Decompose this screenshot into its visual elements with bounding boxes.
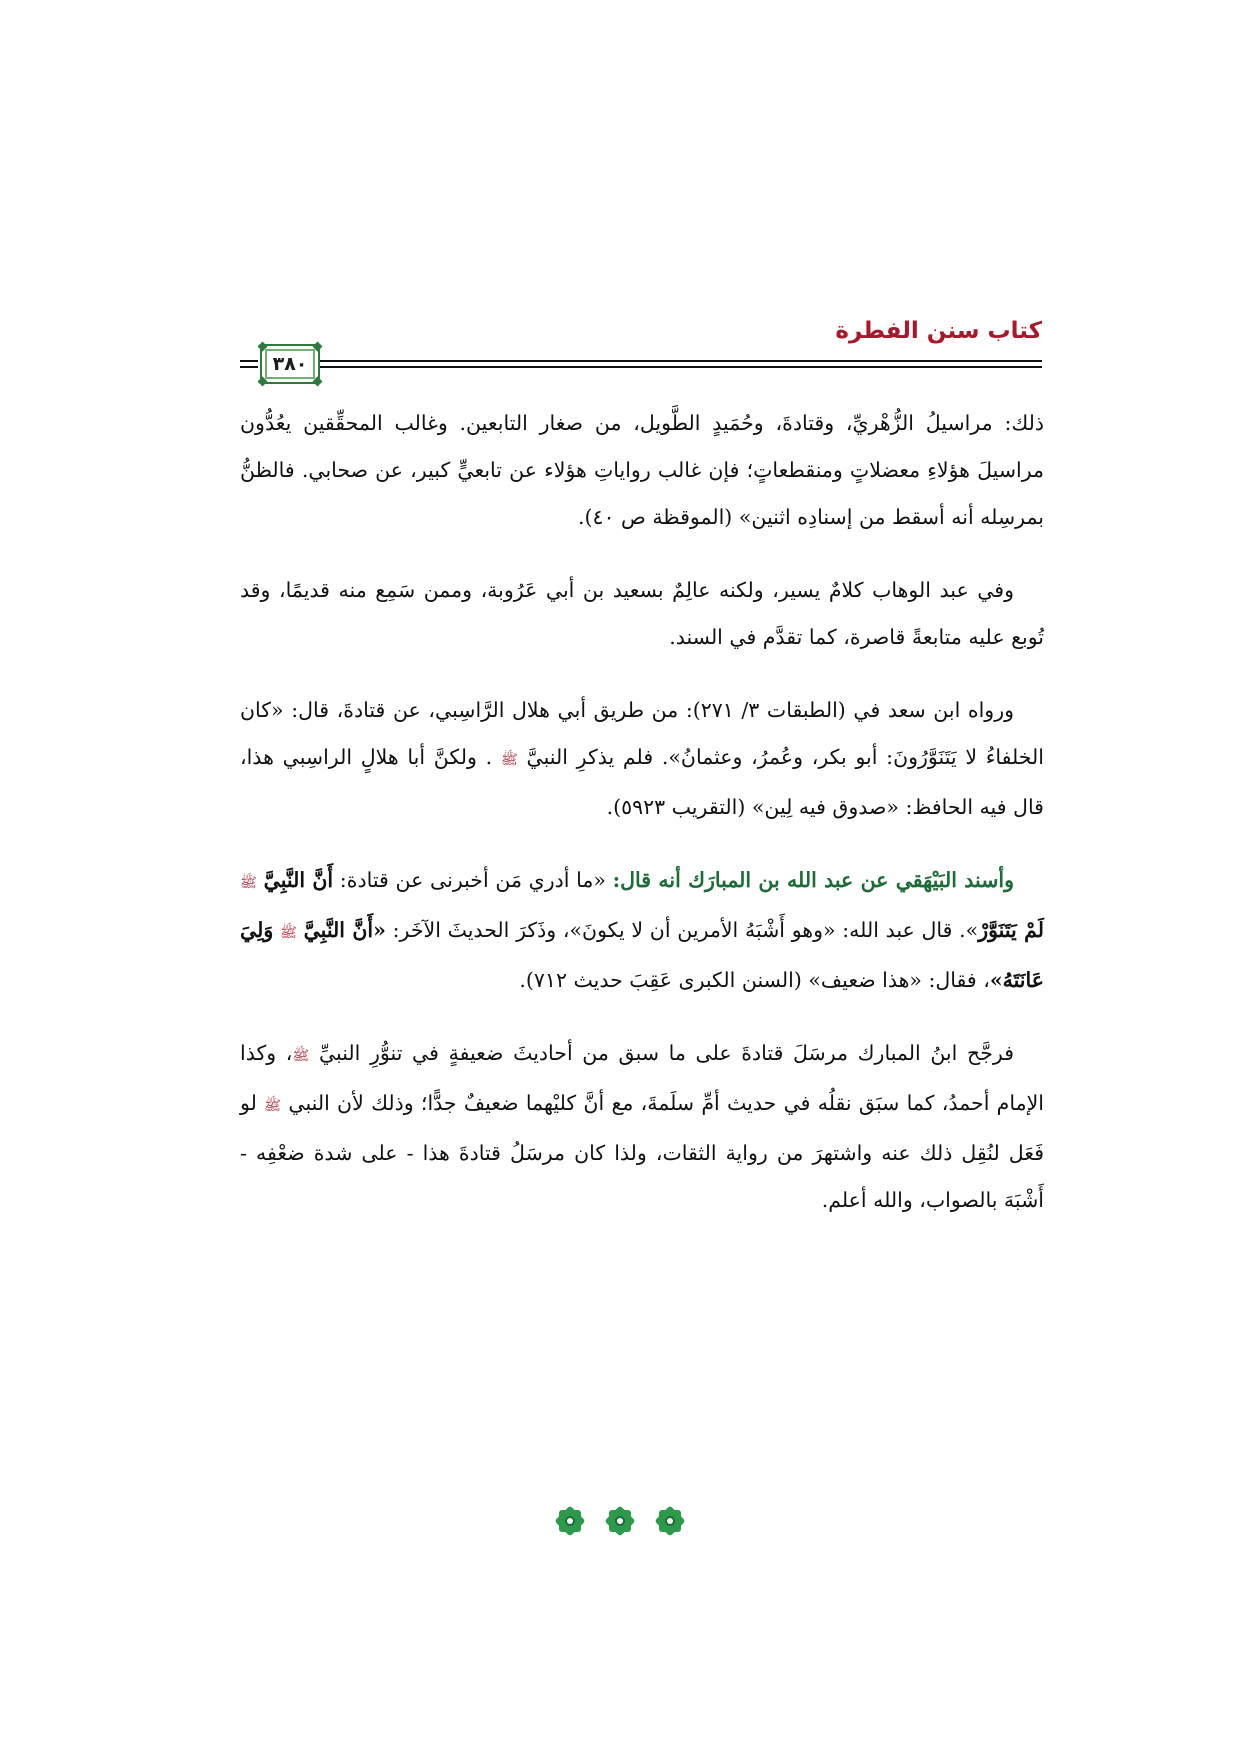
header-rule bbox=[240, 366, 258, 368]
salutation-glyph: ﷺ bbox=[264, 1098, 282, 1114]
salutation-glyph: ﷺ bbox=[500, 752, 518, 768]
eight-point-star-icon bbox=[553, 1504, 587, 1538]
paragraph-2: وفي عبد الوهاب كلامٌ يسير، ولكنه عالِمٌ بسعيد بن أبي عَرُوبة، وممن سَمِع منه قديمًا، وقد تُوبع عليه متابعةً قاصرة، كما تقدَّم في السند. bbox=[240, 578, 1044, 649]
paragraph-4-text: ». قال عبد الله: «وهو أَشْبَهُ الأمرين أن لا يكونَ»، وذَكرَ الحديثَ الآخَر: bbox=[392, 918, 979, 942]
paragraph-3 bbox=[240, 687, 1044, 831]
paragraph-5-text: ، وكذا الإمام أحمدُ، كما سبَق نقلُه في حديث أمِّ سلَمةَ، مع أنَّ كليْهما ضعيفٌ جدًّا؛ وذلك لأن النبي bbox=[240, 1041, 1044, 1115]
hadith-quote: لَمْ يَتَنَوَّرْ bbox=[978, 918, 1044, 942]
page-header bbox=[240, 318, 1042, 380]
header-rule bbox=[240, 360, 258, 362]
paragraph-1: ذلك: مراسيلُ الزُّهْريِّ، وقتادةَ، وحُمَيدٍ الطَّويل، من صغار التابعين. وغالب المحقِّقين يعُدُّون مراسيلَ هؤلاءِ معضلاتٍ ومنقطعاتٍ؛ فإن غالب رواياتِ هؤلاء عن تابعيٍّ كبير، عن صحابي. فالظنُّ بمرسِله أنه أسقط من إسنادِه اثنين» (الموقظة ص ٤٠). bbox=[240, 411, 1044, 529]
paragraph-4-lead: وأسند البَيْهَقي عن عبد الله بن المبارَك أنه قال: bbox=[612, 868, 1014, 892]
salutation-glyph: ﷺ bbox=[292, 1048, 310, 1064]
paragraph-3-text: . ولكنَّ أبا هلالٍ الراسِبي هذا، قال فيه الحافظ: «صدوق فيه لِين» (التقريب ٥٩٢٣). bbox=[240, 745, 1044, 819]
page-number: ٣٨٠ bbox=[272, 353, 308, 375]
paragraph-3-text: ورواه ابن سعد في (الطبقات ٣/ ٢٧١): من طريق أبي هلال الرَّاسِبي، عن قتادةَ، قال: «كان الخلفاءُ لا يَتَنَوَّرُونَ: أبو بكر، وعُمرُ، وعثمانُ». فلم يذكرِ النبيَّ bbox=[240, 698, 1044, 769]
salutation-glyph: ﷺ bbox=[279, 925, 297, 941]
hadith-quote: وَلِيَ عَانَتَهُ» bbox=[240, 918, 1044, 992]
paragraph-4-text: «ما أدري مَن أخبرنى عن قتادة: bbox=[339, 868, 606, 892]
end-ornaments bbox=[0, 1504, 1240, 1544]
paragraph-5-text: لو فَعَل لنُقِل ذلك عنه واشتهرَ من رواية الثقات، ولذا كان مرسَلُ قتادةَ هذا - على شدة ضعْفِه - أَشْبَهَ بالصواب، والله أعلم. bbox=[240, 1091, 1044, 1212]
paragraph-5 bbox=[240, 1030, 1044, 1224]
paragraph-5-text: فرجَّح ابنُ المبارك مرسَلَ قتادةَ على ما سبق من أحاديثَ ضعيفةٍ في تنوُّرِ النبيِّ bbox=[318, 1041, 1014, 1065]
eight-point-star-icon bbox=[603, 1504, 637, 1538]
hadith-quote: أَنَّ النَّبِيَّ bbox=[263, 868, 334, 892]
paragraph-4-text: ، فقال: «هذا ضعيف» (السنن الكبرى عَقِبَ حديث ٧١٢). bbox=[519, 968, 990, 992]
header-rule bbox=[320, 360, 1042, 362]
header-rule bbox=[320, 366, 1042, 368]
page-body bbox=[240, 400, 1044, 1250]
page-number-badge bbox=[260, 344, 320, 384]
eight-point-star-icon bbox=[653, 1504, 687, 1538]
hadith-quote: «أَنَّ النَّبِيَّ bbox=[303, 918, 386, 942]
book-title: كتاب سنن الفطرة bbox=[835, 318, 1042, 344]
paragraph-4 bbox=[240, 857, 1044, 1004]
salutation-glyph: ﷺ bbox=[240, 875, 257, 891]
